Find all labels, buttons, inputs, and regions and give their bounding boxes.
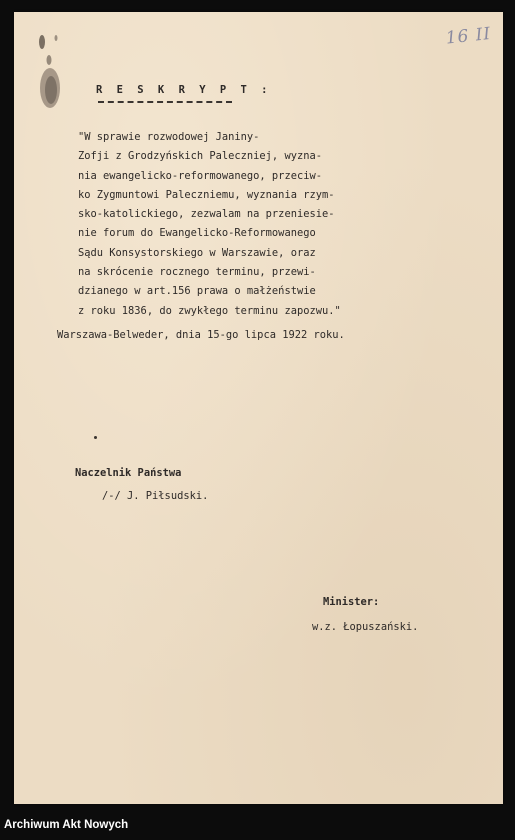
document-page xyxy=(14,12,503,804)
folio-number: 16 II xyxy=(444,23,493,49)
signatory-title: Naczelnik Państwa xyxy=(75,467,182,479)
title-underline xyxy=(98,101,232,103)
minister-name: w.z. Łopuszański. xyxy=(312,621,419,633)
ink-stain xyxy=(36,30,64,110)
archive-label: Archiwum Akt Nowych xyxy=(4,819,129,831)
minister-title: Minister: xyxy=(323,596,380,608)
body-line: ko Zygmuntowi Paleczniemu, wyznania rzym- xyxy=(78,188,335,201)
body-line: sko-katolickiego, zezwalam na przeniesie- xyxy=(78,208,335,221)
body-line: Zofji z Grodzyńskich Paleczniej, wyzna- xyxy=(78,150,322,163)
body-line: Sądu Konsystorskiego w Warszawie, oraz xyxy=(78,246,316,259)
body-line: "W sprawie rozwodowej Janiny- xyxy=(78,131,260,143)
body-line: na skrócenie rocznego terminu, przewi- xyxy=(78,266,316,279)
dateline: Warszawa-Belweder, dnia 15-go lipca 1922 roku. xyxy=(57,329,345,341)
body-line: dzianego w art.156 prawa o małżeństwie xyxy=(78,285,316,298)
footer-bar xyxy=(0,812,515,840)
rescript-body xyxy=(78,128,341,321)
body-line: nia ewangelicko-reformowanego, przeciw- xyxy=(78,169,322,182)
body-line: z roku 1836, do zwykłego terminu zapozwu." xyxy=(78,304,341,317)
signatory-name: /-/ J. Piłsudski. xyxy=(102,490,209,502)
ink-dot xyxy=(94,436,97,439)
body-line: nie forum do Ewangelicko-Reformowanego xyxy=(78,227,316,240)
document-title: R E S K R Y P T : xyxy=(96,84,272,96)
